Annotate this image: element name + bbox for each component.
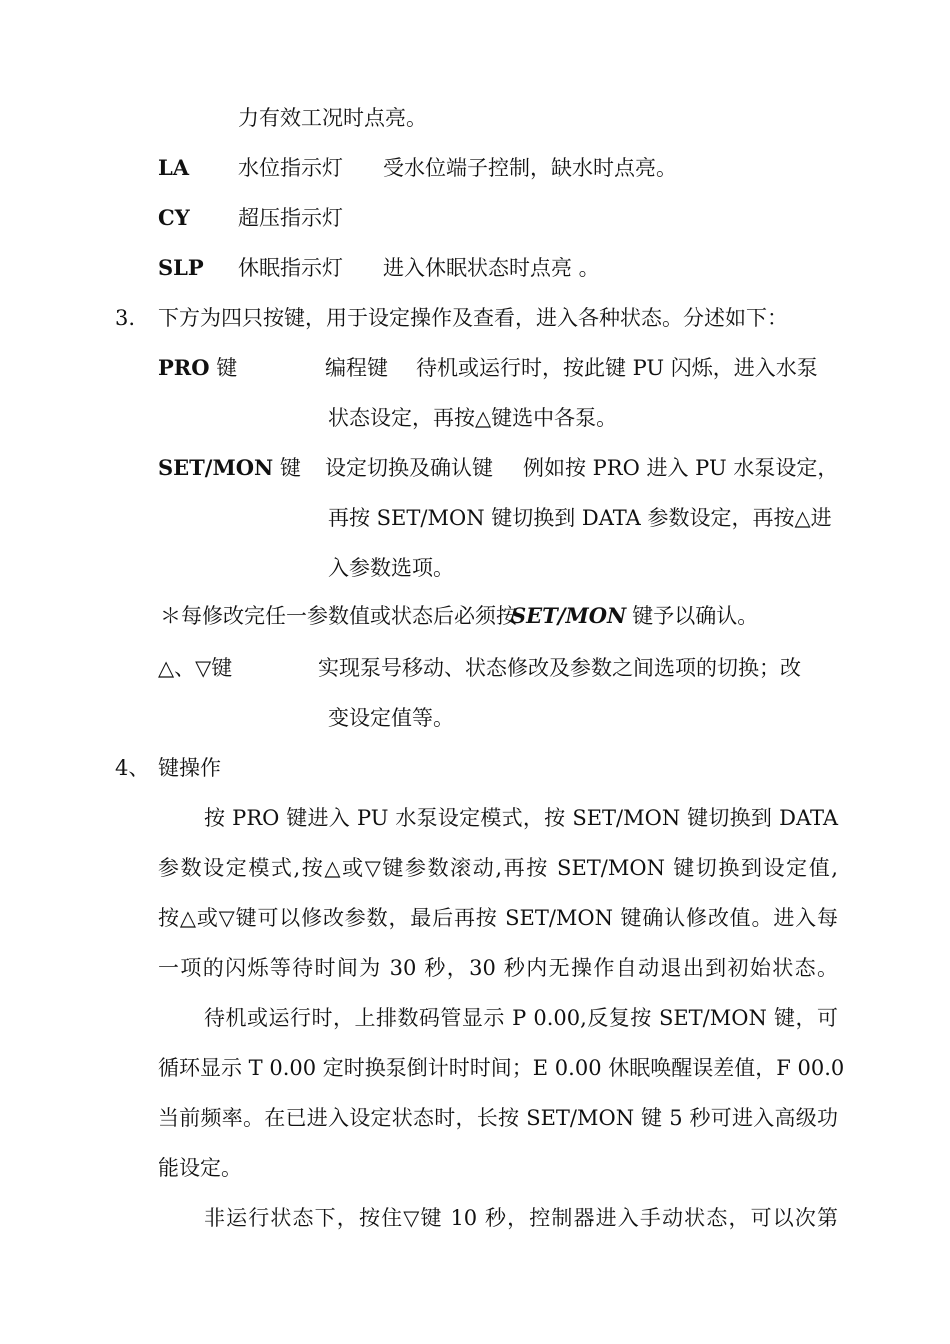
list-number-3: 3. (115, 306, 136, 330)
indicator-name-la: 水位指示灯 (238, 156, 343, 180)
indicator-code-la: LA (158, 155, 190, 180)
key-label-pro (158, 353, 237, 383)
note-key: SET/MON (511, 603, 627, 628)
paragraph-2-line-3: 当前频率。在已进入设定状态时，长按 SET/MON 键 5 秒可进入高级功 (158, 1106, 838, 1130)
text-line: 力有效工况时点亮。 (238, 106, 427, 130)
note-prefix: ＊每修改完任一参数值或状态后必须按 (160, 604, 517, 628)
indicator-name-slp: 休眠指示灯 (238, 256, 343, 280)
indicator-desc-slp: 进入休眠状态时点亮 。 (383, 256, 600, 280)
indicator-code-cy: CY (158, 205, 190, 230)
list-item-4-text: 键操作 (158, 756, 221, 780)
paragraph-1-line-4: 一项的闪烁等待时间为 30 秒，30 秒内无操作自动退出到初始状态。 (158, 956, 838, 980)
key-desc-pro-1: 待机或运行时，按此键 PU 闪烁，进入水泵 (416, 356, 818, 380)
paragraph-2-line-1: 待机或运行时，上排数码管显示 P 0.00,反复按 SET/MON 键，可 (204, 1006, 838, 1030)
indicator-code-slp: SLP (158, 255, 204, 280)
paragraph-1-line-1: 按 PRO 键进入 PU 水泵设定模式，按 SET/MON 键切换到 DATA (204, 806, 838, 830)
list-number-4: 4、 (115, 756, 150, 780)
list-item-3-text: 下方为四只按键，用于设定操作及查看，进入各种状态。分述如下： (158, 306, 788, 330)
key-name-pro: 编程键 (325, 356, 388, 380)
key-desc-setmon-3: 入参数选项。 (328, 556, 454, 580)
key-desc-arrows-2: 变设定值等。 (328, 706, 454, 730)
paragraph-2-line-2: 循环显示 T 0.00 定时换泵倒计时时间；E 0.00 休眠唤醒误差值，F 00.0 (158, 1056, 845, 1080)
note-suffix: 键予以确认。 (632, 604, 759, 628)
indicator-desc-la: 受水位端子控制，缺水时点亮。 (383, 156, 677, 180)
key-label-arrows: △、▽键 (158, 656, 233, 680)
key-desc-setmon-2: 再按 SET/MON 键切换到 DATA 参数设定，再按△进 (328, 506, 832, 530)
indicator-name-cy: 超压指示灯 (238, 206, 343, 230)
confirm-note (160, 601, 758, 631)
key-label-setmon (158, 453, 301, 483)
key-desc-setmon-1: 例如按 PRO 进入 PU 水泵设定， (523, 456, 839, 480)
key-suffix: 键 (216, 356, 238, 380)
paragraph-1-line-2: 参数设定模式,按△或▽键参数滚动,再按 SET/MON 键切换到设定值, (158, 856, 838, 880)
key-name-setmon: 设定切换及确认键 (325, 456, 493, 480)
key-code-setmon: SET/MON (158, 455, 274, 480)
key-desc-pro-2: 状态设定，再按△键选中各泵。 (328, 406, 618, 430)
key-desc-arrows-1: 实现泵号移动、状态修改及参数之间选项的切换；改 (318, 656, 801, 680)
key-suffix: 键 (279, 456, 301, 480)
paragraph-2-line-4: 能设定。 (158, 1156, 242, 1180)
paragraph-1-line-3: 按△或▽键可以修改参数，最后再按 SET/MON 键确认修改值。进入每 (158, 906, 838, 930)
key-code-pro: PRO (158, 355, 210, 380)
paragraph-3-line-1: 非运行状态下，按住▽键 10 秒，控制器进入手动状态，可以次第 (204, 1206, 838, 1230)
